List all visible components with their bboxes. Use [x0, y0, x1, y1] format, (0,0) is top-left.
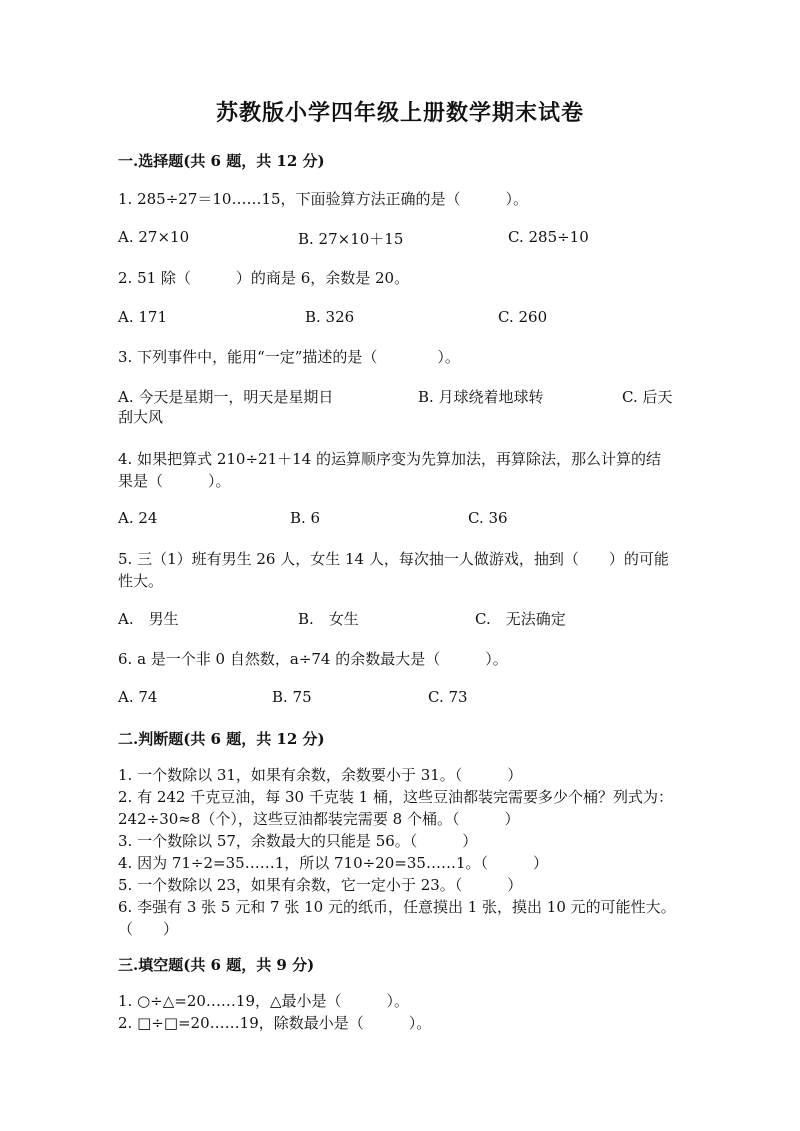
q1-option-a: A. 27×10	[118, 228, 190, 246]
q5-option-a: A. 男生	[118, 610, 179, 628]
judge-item-6: 6. 李强有 3 张 5 元和 7 张 10 元的纸币，任意摸出 1 张，摸出 10 元的可能性大。 （ ）	[118, 898, 699, 938]
q4-option-b: B. 6	[290, 509, 321, 527]
q1-option-c: C. 285÷10	[508, 228, 589, 246]
q5-option-c: C. 无法确定	[475, 610, 566, 628]
question-2: 2. 51 除（ ）的商是 6，余数是 20。	[118, 269, 410, 287]
judge-item-1: 1. 一个数除以 31，如果有余数，余数要小于 31。（ ）	[118, 766, 523, 784]
question-1: 1. 285÷27＝10……15，下面验算方法正确的是（ ）。	[118, 190, 529, 208]
fill-item-2: 2. □÷□=20……19，除数最小是（ ）。	[118, 1014, 432, 1032]
q3-option-c: C. 后天	[622, 388, 673, 406]
judge-item-2: 2. 有 242 千克豆油，每 30 千克装 1 桶，这些豆油都装完需要多少个桶？列式为：242÷30≈8（个），这些豆油都装完需要 8 个桶。（ ）	[118, 788, 673, 828]
q3-option-c-continued: 刮大风	[118, 408, 164, 426]
q4-option-a: A. 24	[118, 509, 158, 527]
q5-option-b: B. 女生	[298, 610, 359, 628]
section2-heading: 二.判断题(共 6 题，共 12 分)	[118, 730, 325, 748]
q6-option-a: A. 74	[118, 688, 158, 706]
question-6: 6. a 是一个非 0 自然数，a÷74 的余数最大是（ ）。	[118, 650, 508, 668]
judge-item-5: 5. 一个数除以 23，如果有余数，它一定小于 23。（ ）	[118, 876, 523, 894]
judge-item-4: 4. 因为 71÷2=35……1，所以 710÷20=35……1。（ ）	[118, 854, 548, 872]
q3-option-a: A. 今天是星期一，明天是星期日	[118, 388, 334, 406]
question-5: 5. 三（1）班有男生 26 人，女生 14 人，每次抽一人做游戏，抽到（ ）的可能性大。	[118, 550, 669, 590]
q4-option-c: C. 36	[468, 509, 508, 527]
q2-option-b: B. 326	[305, 308, 355, 326]
judge-item-3: 3. 一个数除以 57，余数最大的只能是 56。（ ）	[118, 832, 478, 850]
q3-option-b: B. 月球绕着地球转	[418, 388, 544, 406]
q1-option-b: B. 27×10＋15	[298, 230, 404, 248]
q6-option-c: C. 73	[428, 688, 468, 706]
exam-title: 苏教版小学四年级上册数学期末试卷	[215, 100, 584, 126]
q2-option-c: C. 260	[498, 308, 548, 326]
q6-option-b: B. 75	[272, 688, 312, 706]
q2-option-a: A. 171	[118, 308, 167, 326]
section1-heading: 一.选择题(共 6 题，共 12 分)	[118, 152, 325, 170]
fill-item-1: 1. ○÷△=20……19，△最小是（ ）。	[118, 992, 410, 1010]
section3-heading: 三.填空题(共 6 题，共 9 分)	[118, 956, 315, 974]
question-4: 4. 如果把算式 210÷21＋14 的运算顺序变为先算加法，再算除法，那么计算的结果是（ ）。	[118, 450, 661, 490]
question-3: 3. 下列事件中，能用“一定”描述的是（ ）。	[118, 348, 460, 366]
